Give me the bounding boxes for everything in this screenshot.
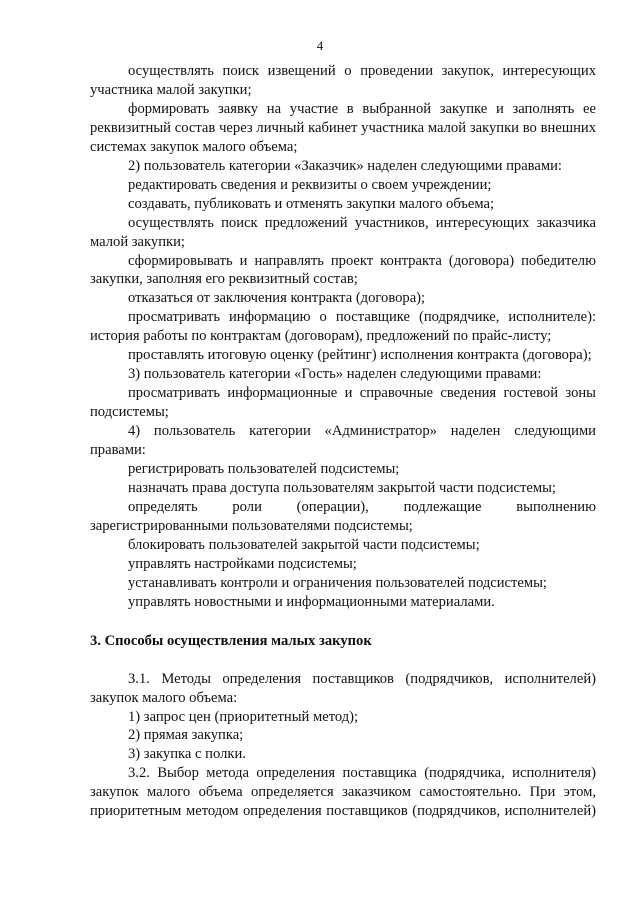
paragraph: регистрировать пользователей подсистемы; [128,461,400,478]
paragraph: 3) закупка с полки. [128,746,246,763]
paragraph: 2) прямая закупка; [128,727,244,744]
paragraph: просматривать информацию о поставщике (подрядчике, исполнителе): история работы по контрактам (договорам), предложений по прайс-листу; [90,309,596,345]
paragraph: 3.1. Методы определения поставщиков (подрядчиков, исполнителей) закупок малого объема: [90,670,596,706]
paragraph: формировать заявку на участие в выбранной закупке и заполнять ее реквизитный состав через личный кабинет участника малой закупки во внешних системах закупок малого объема; [90,100,596,155]
paragraph: отказаться от заключения контракта (договора); [128,290,426,307]
document-body [90,62,596,821]
section-heading: 3. Способы осуществления малых закупок [90,632,372,649]
paragraph: проставлять итоговую оценку (рейтинг) исполнения контракта (договора); [128,347,592,364]
paragraph: просматривать информационные и справочные сведения гостевой зоны подсистемы; [90,385,596,421]
paragraph: определять роли (операции), подлежащие выполнению зарегистрированными пользователями подсистемы; [90,498,596,534]
paragraph: осуществлять поиск извещений о проведении закупок, интересующих участника малой закупки; [90,63,596,98]
paragraph: редактировать сведения и реквизиты о своем учреждении; [128,176,492,193]
paragraph: блокировать пользователей закрытой части подсистемы; [128,536,480,553]
paragraph: устанавливать контроли и ограничения пользователей подсистемы; [128,574,547,591]
paragraph: создавать, публиковать и отменять закупки малого объема; [128,195,495,212]
paragraph: 3) пользователь категории «Гость» наделен следующими правами: [128,366,542,383]
page-number: 4 [316,38,324,53]
paragraph: 3.2. Выбор метода определения поставщика (подрядчика, исполнителя) закупок малого объема определяется заказчиком самостоятельно. При этом, приоритетным методом определения поставщиков (подрядчиков, исполнителей) [90,765,596,820]
paragraph: осуществлять поиск предложений участников, интересующих заказчика малой закупки; [90,214,596,250]
paragraph: сформировывать и направлять проект контракта (договора) победителю закупки, заполняя его реквизитный состав; [90,252,596,288]
paragraph: 2) пользователь категории «Заказчик» наделен следующими правами: [128,157,562,174]
paragraph: управлять настройками подсистемы; [128,555,357,572]
paragraph: 1) запрос цен (приоритетный метод); [128,708,359,725]
paragraph: 4) пользователь категории «Администратор» наделен следующими правами: [90,423,596,459]
paragraph: назначать права доступа пользователям закрытой части подсистемы; [128,479,556,496]
paragraph: управлять новостными и информационными материалами. [128,593,495,610]
